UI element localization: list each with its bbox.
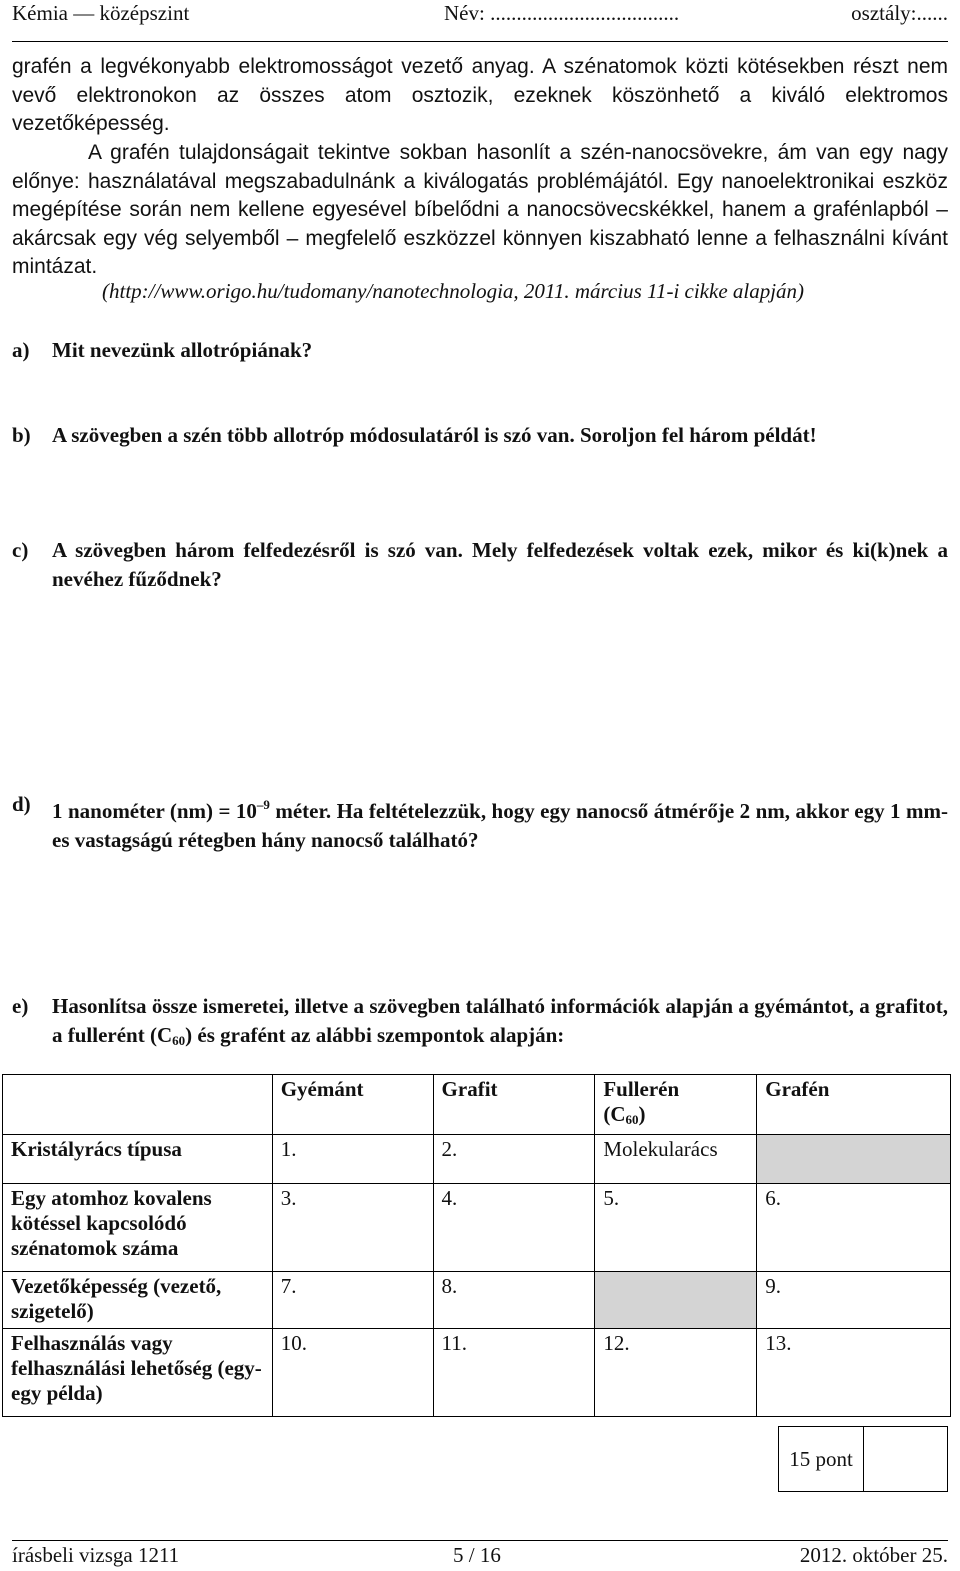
answer-cell: 10. <box>272 1329 433 1417</box>
exam-code: írásbeli vizsga 1211 <box>12 1543 180 1567</box>
answer-cell: 13. <box>757 1329 951 1417</box>
column-header-graphite: Grafit <box>433 1075 595 1135</box>
question-label: c) <box>12 538 29 562</box>
table-corner-cell <box>3 1075 273 1135</box>
question-text: A szövegben három felfedezésről is szó van. Mely felfedezések voltak ezek, mikor és ki(k)nek a nevéhez fűződnek? <box>52 538 948 591</box>
row-label: Felhasználás vagy felhasználási lehetőség (egy-egy példa) <box>3 1329 273 1417</box>
question-label: a) <box>12 338 30 362</box>
passage-paragraph-1: grafén a legvékonyabb elektromosságot vezető anyag. A szénatomok közti kötésekben részt nem vevő elektronokon az összes atom osztozik, ezeknek köszönhető a kiváló elektromos vezetőképesség. <box>12 55 948 135</box>
table-row <box>3 1184 951 1272</box>
row-label: Egy atomhoz kovalens kötéssel kapcsolódó szénatomok száma <box>3 1184 273 1272</box>
page-header <box>12 0 948 44</box>
answer-cell: 1. <box>272 1135 433 1184</box>
header-rule <box>12 41 948 42</box>
column-header-fullerene: Fullerén $(C_{60})$ <box>595 1075 757 1135</box>
row-label: Kristályrács típusa <box>3 1135 273 1184</box>
answer-cell: 7. <box>272 1272 433 1329</box>
answer-cell: 4. <box>433 1184 595 1272</box>
question-label: e) <box>12 994 29 1018</box>
answer-cell: 6. <box>757 1184 951 1272</box>
question-text: A szövegben a szén több allotróp módosulatáról is szó van. Soroljon fel három példát! <box>52 423 817 447</box>
question-text: 1 nanométer $(nm) = 10^{-9}$ méter. Ha feltételezzük, hogy egy nanocső átmérője 2 nm, akkor egy 1 mm-es vastagságú rétegben hány nanocső található? <box>52 797 948 852</box>
footer-rule <box>12 1540 948 1541</box>
question-text: Hasonlítsa össze ismeretei, illetve a szövegben található információk alapján a gyémántot, a grafitot, a fullerént $(C_{60})$ és grafént az alábbi szempontok alapján: <box>52 994 948 1048</box>
exam-date: 2012. október 25. <box>799 1543 948 1567</box>
subject-label: Kémia — középszint <box>12 1 190 25</box>
table-cell: Molekularács <box>595 1135 757 1184</box>
page-number: 5 / 16 <box>453 1543 501 1567</box>
question-c <box>12 536 948 594</box>
question-b <box>12 421 948 450</box>
answer-cell: 12. <box>595 1329 757 1417</box>
shaded-cell <box>757 1135 951 1184</box>
table-row <box>3 1135 951 1184</box>
passage-paragraph-2: A grafén tulajdonságait tekintve sokban hasonlít a szén-nanocsövekre, ám van egy nagy előnye: használatával megszabadulnánk a kiválogatás problémájától. Egy nanoelektronikai eszköz megépítése során nem kellene egyesével bíbelődni a nanocsövecskékkel, hanem a grafénlapból – akárcsak egy vég selyemből – megfelelő eszközzel könnyen kiszabható lenne a felhasználni kívánt mintázat. <box>12 141 948 278</box>
subscript: 60 <box>172 1033 186 1048</box>
answer-cell: 5. <box>595 1184 757 1272</box>
question-a <box>12 336 948 365</box>
column-header-diamond: Gyémánt <box>272 1075 433 1135</box>
answer-cell: 8. <box>433 1272 595 1329</box>
answer-cell: 3. <box>272 1184 433 1272</box>
score-box <box>778 1426 948 1492</box>
comparison-table <box>2 1074 951 1417</box>
answer-cell: 11. <box>433 1329 595 1417</box>
class-field: osztály:...... <box>851 1 948 25</box>
question-e <box>12 992 948 1055</box>
question-label: b) <box>12 423 31 447</box>
question-label: d) <box>12 792 31 816</box>
question-d <box>12 790 948 855</box>
exponent: –9 <box>256 797 270 812</box>
question-text: Mit nevezünk allotrópiának? <box>52 338 313 362</box>
answer-cell: 9. <box>757 1272 951 1329</box>
shaded-cell <box>595 1272 757 1329</box>
table-row <box>3 1272 951 1329</box>
row-label: Vezetőképesség (vezető, szigetelő) <box>3 1272 273 1329</box>
column-header-graphene: Grafén <box>757 1075 951 1135</box>
score-label: 15 pont <box>779 1427 864 1491</box>
table-header-row <box>3 1075 951 1135</box>
table-row <box>3 1329 951 1417</box>
citation: (http://www.origo.hu/tudomany/nanotechnologia, 2011. március 11-i cikke alapján) <box>102 279 805 303</box>
answer-cell: 2. <box>433 1135 595 1184</box>
name-field: Név: .................................... <box>444 1 680 25</box>
